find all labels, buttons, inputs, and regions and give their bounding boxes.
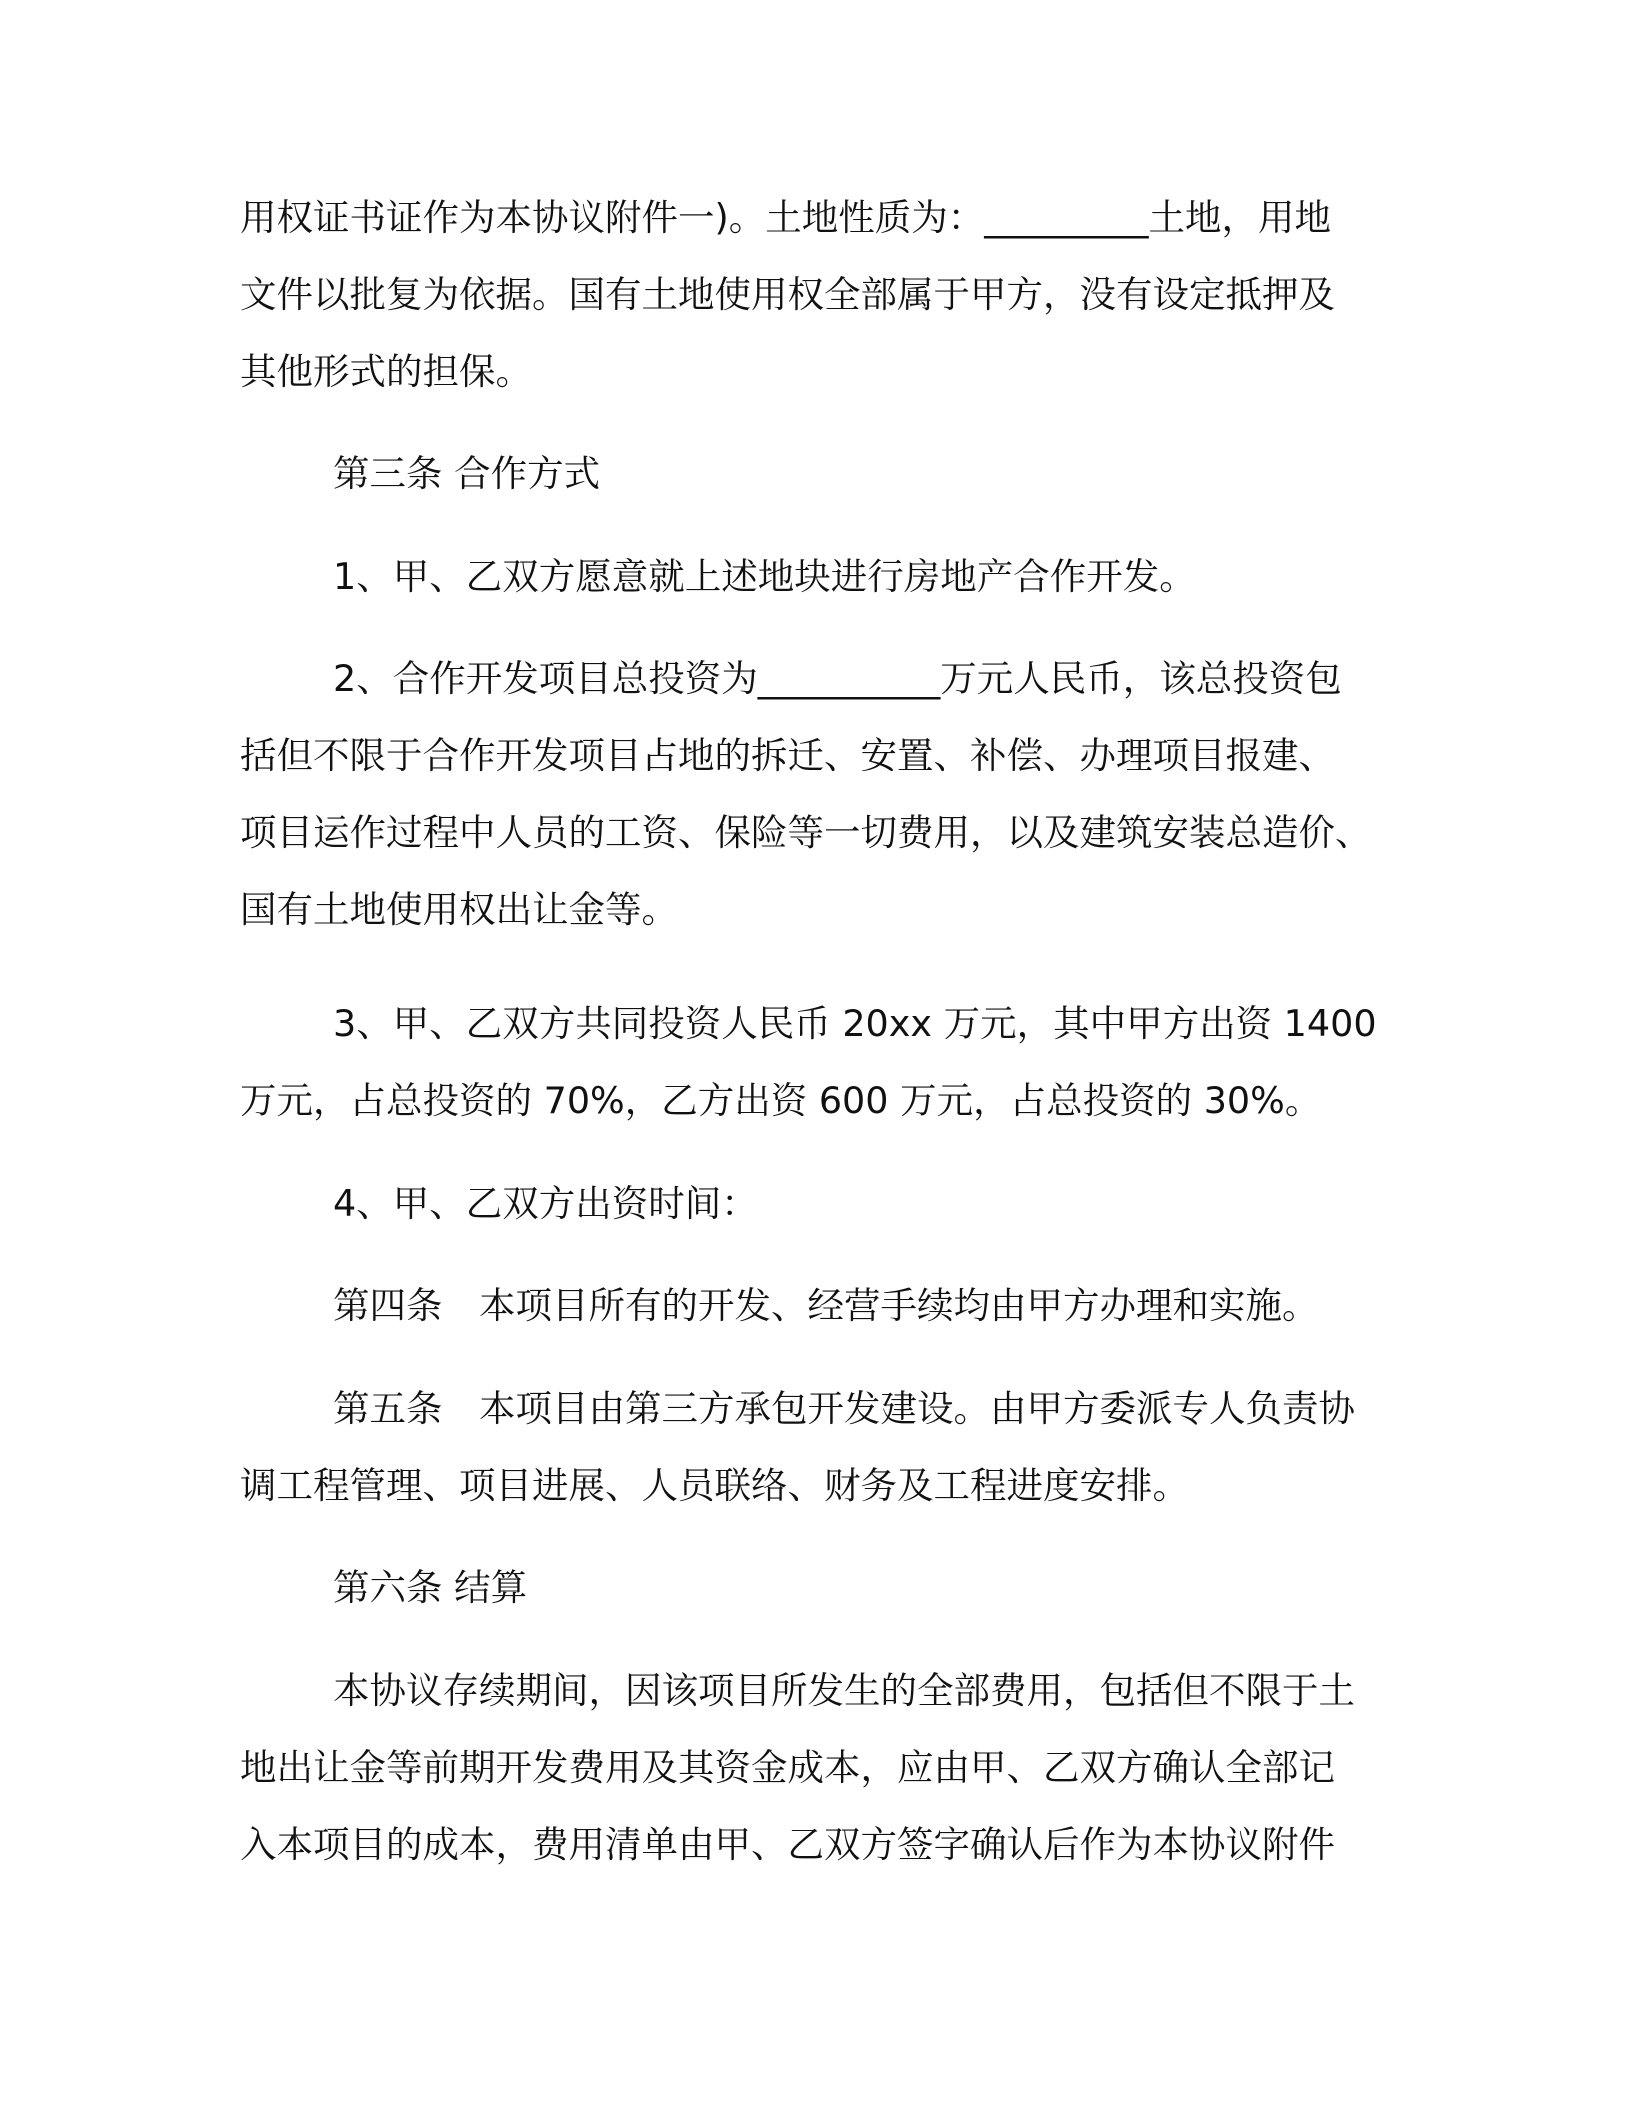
text-line: 3、甲、乙双方共同投资人民币 20xx 万元，其中甲方出资 1400 bbox=[333, 1002, 1377, 1045]
text-line: 1、甲、乙双方愿意就上述地块进行房地产合作开发。 bbox=[333, 555, 1196, 598]
text-line: 地出让金等前期开发费用及其资金成本，应由甲、乙双方确认全部记 bbox=[240, 1746, 1335, 1789]
paragraph-article-5 bbox=[240, 1370, 1382, 1524]
text-line: 其他形式的担保。 bbox=[240, 350, 532, 393]
text-line: 入本项目的成本，费用清单由甲、乙双方签字确认后作为本协议附件 bbox=[240, 1823, 1335, 1866]
text-line: 括但不限于合作开发项目占地的拆迁、安置、补偿、办理项目报建、 bbox=[240, 734, 1335, 777]
paragraph-article-3-item-4 bbox=[240, 1165, 1475, 1242]
text-line: 第五条 本项目由第三方承包开发建设。由甲方委派专人负责协 bbox=[333, 1387, 1355, 1430]
section-heading: 第三条 合作方式 bbox=[333, 452, 601, 495]
text-line: 万元，占总投资的 70%，乙方出资 600 万元，占总投资的 30%。 bbox=[240, 1079, 1322, 1122]
section-heading: 第六条 结算 bbox=[333, 1566, 528, 1609]
paragraph-article-3-item-1 bbox=[240, 538, 1475, 615]
article-6-heading bbox=[240, 1549, 1475, 1626]
text-line: 本协议存续期间，因该项目所发生的全部费用，包括但不限于土 bbox=[333, 1669, 1355, 1712]
paragraph-article-3-item-3 bbox=[240, 985, 1382, 1139]
paragraph-article-6-body bbox=[240, 1652, 1382, 1883]
text-line: 4、甲、乙双方出资时间： bbox=[333, 1182, 758, 1225]
text-line: 第四条 本项目所有的开发、经营手续均由甲方办理和实施。 bbox=[333, 1284, 1319, 1327]
paragraph-article-3-item-2 bbox=[240, 640, 1382, 948]
text-line: 用权证书证作为本协议附件一)。土地性质为：_________土地，用地 bbox=[240, 196, 1331, 239]
paragraph-article-4 bbox=[240, 1267, 1475, 1344]
text-line: 国有土地使用权出让金等。 bbox=[240, 888, 678, 931]
paragraph-land-use-continued bbox=[240, 179, 1382, 410]
text-line: 项目运作过程中人员的工资、保险等一切费用，以及建筑安装总造价、 bbox=[240, 811, 1372, 854]
text-line: 2、合作开发项目总投资为__________万元人民币，该总投资包 bbox=[333, 657, 1342, 700]
text-line: 调工程管理、项目进展、人员联络、财务及工程进度安排。 bbox=[240, 1464, 1189, 1507]
text-line: 文件以批复为依据。国有土地使用权全部属于甲方，没有设定抵押及 bbox=[240, 273, 1335, 316]
article-3-heading bbox=[240, 435, 1475, 512]
